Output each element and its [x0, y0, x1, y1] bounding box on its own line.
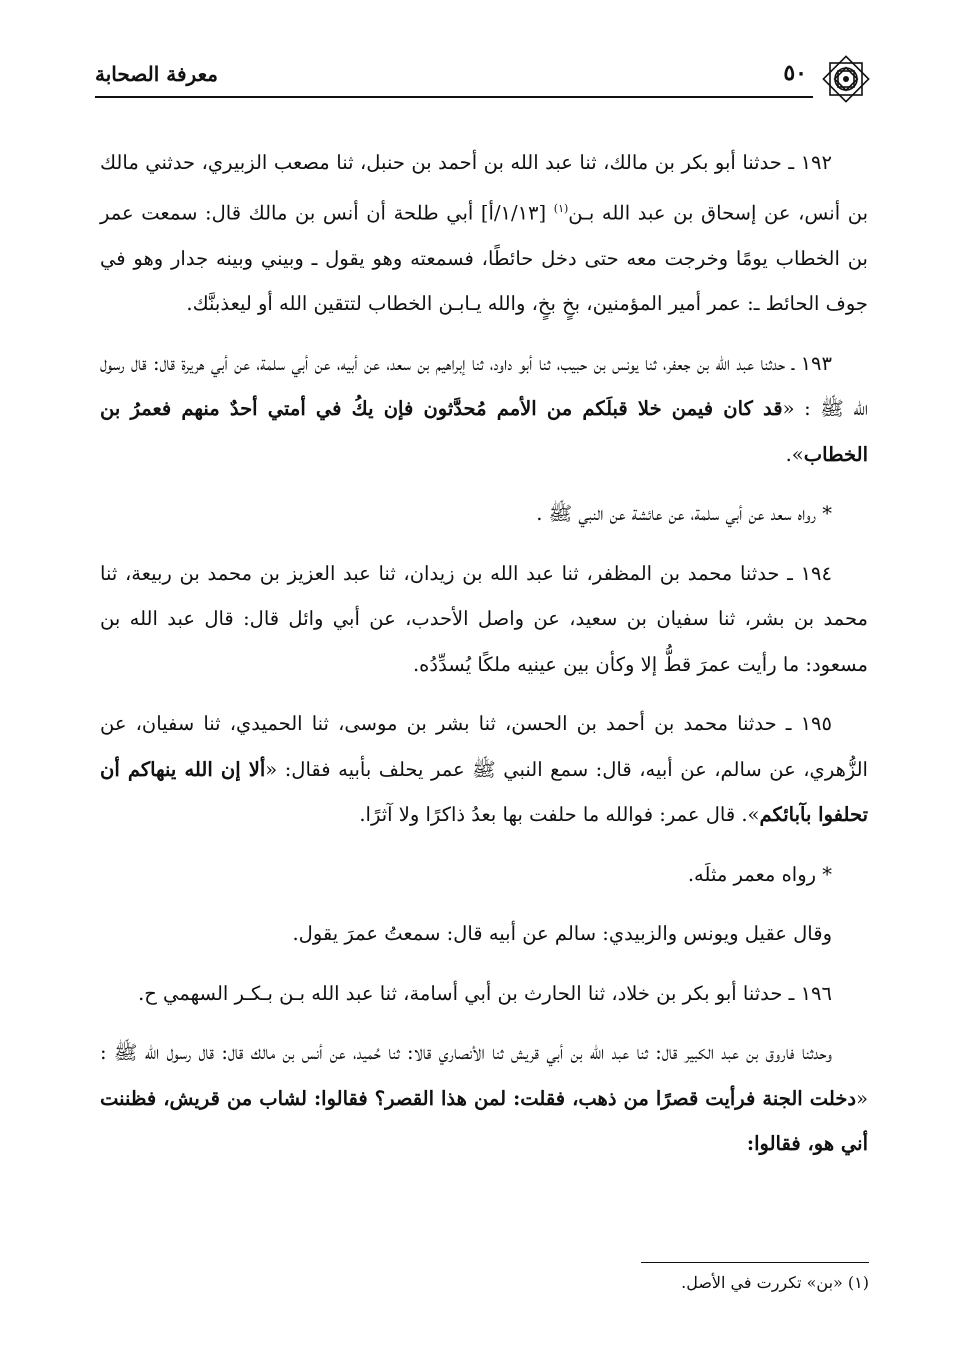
footnote-marker: (١) — [553, 201, 569, 215]
hadith-text: ألا إن الله ينهاكم أن تحلفوا بآبائكم — [100, 757, 868, 826]
text-span: * رواه معمر مثلَه. — [687, 862, 832, 886]
page-header — [95, 58, 875, 98]
text-span: وحدثنا فاروق بن عبد الكبير قال: ثنا عبد الله بن أبي قريش ثنا الأنصاري قالا: ثنا حُميد، عن أنس بن مالك قال: قال رسول الله ﷺ : « — [100, 1041, 868, 1110]
paragraph-p196 — [100, 971, 868, 1017]
main-text — [100, 140, 868, 1181]
text-span: ». — [785, 442, 804, 466]
paragraph-p192 — [100, 140, 868, 327]
paragraph-p196b — [100, 1030, 868, 1167]
text-span: ». قال عمر: فوالله ما حلفت بها بعدُ ذاكرًا ولا آثرًا. — [359, 803, 760, 826]
running-title: معرفة الصحابة — [95, 62, 218, 86]
text-span: ١٩٤ ـ حدثنا محمد بن المظفر، ثنا عبد الله بن زيدان، ثنا عبد العزيز بن محمد بن ربيعة، ثنا محمد بن بشر، ثنا سفيان بن سعيد، عن واصل الأحدب، عن أبي وائل قال: قال عبد الله بن مسعود: ما رأيت عمرَ قطُّ إلا وكأن بين عينيه ملكًا يُسدِّدُه. — [100, 561, 868, 676]
paragraph-p195c — [100, 911, 868, 957]
hadith-text: قد كان فيمن خلا قبلَكم من الأمم مُحدَّثون فإن يكُ في أمتي أحدٌ منهم فعمرُ بن الخطاب — [100, 397, 868, 466]
paragraph-p193b — [100, 491, 868, 537]
footnote-rule — [641, 1262, 869, 1263]
star-ornament-icon — [817, 50, 875, 108]
text-span: ١٩٦ ـ حدثنا أبو بكر بن خلاد، ثنا الحارث بن أبي أسامة، ثنا عبد الله بـن بـكـر السهمي ح. — [138, 981, 832, 1005]
paragraph-p194 — [100, 551, 868, 688]
paragraph-p195b — [100, 852, 868, 898]
text-span: وقال عقيل ويونس والزبيدي: سالم عن أبيه قال: سمعتُ عمرَ يقول. — [292, 922, 832, 945]
page-number: ٥٠ — [783, 60, 807, 86]
paragraph-p195 — [100, 701, 868, 838]
hadith-text: دخلت الجنة فرأيت قصرًا من ذهب، فقلت: لمن هذا القصر؟ فقالوا: لشاب من قريش، فظننت أني هو، فقالوا: — [100, 1086, 868, 1155]
text-span: [١/١٣/أ] أبي طلحة أن أنس بن مالك قال: سمعت عمر بن الخطاب يومًا وخرجت معه حتى دخل حائطًا، فسمعته وهو يقول ـ وبيني وبينه جدار وهو في جوف الحائط ـ: عمر أمير المؤمنين، بخٍ بخٍ، والله يـابـن الخطاب لتتقين الله أو ليعذبنَّك. — [100, 201, 868, 315]
text-span: ١٩٣ ـ حدثنا عبد الله بن جعفر، ثنا يونس بن حبيب، ثنا أبو داود، ثنا إبراهيم بن سعد، عن أبيه، عن أبي سلمة، عن أبي هريرة قال: قال رسول الله ﷺ : « — [100, 351, 868, 420]
text-span: * رواه سعد عن أبي سلمة، عن عائشة عن النبي ﷺ . — [536, 502, 832, 525]
text-span: ١٩٢ ـ حدثنا أبو بكر بن مالك، ثنا عبد الله بن أحمد بن حنبل، ثنا مصعب الزبيري، حدثني مالك بن أنس، عن إسحاق بن عبد الله بـن — [100, 151, 869, 224]
paragraph-p193 — [100, 341, 868, 478]
footnote: (١) «بن» تكررت في الأصل. — [681, 1273, 869, 1292]
text-span: ١٩٥ ـ حدثنا محمد بن أحمد بن الحسن، ثنا بشر بن موسى، ثنا الحميدي، ثنا سفيان، عن الزُّهري، عن سالم، عن أبيه، قال: سمع النبي ﷺ عمر يحلف بأبيه فقال: « — [100, 712, 868, 781]
header-rule — [95, 96, 813, 98]
